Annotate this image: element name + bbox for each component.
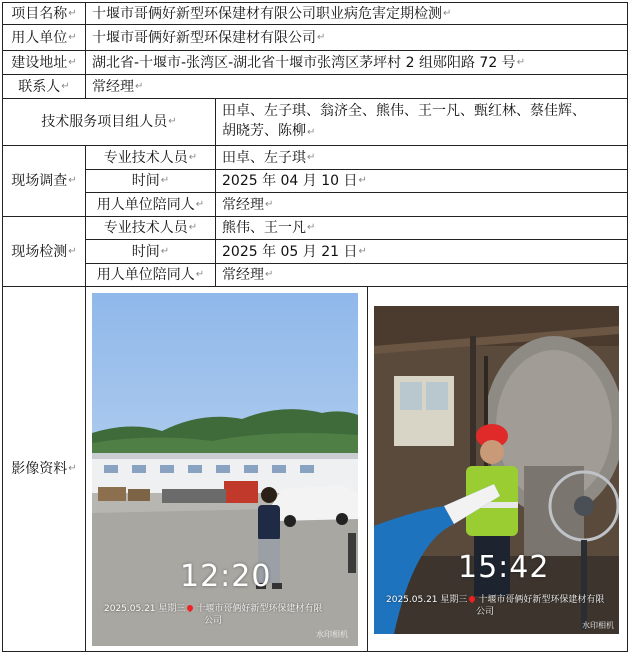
value-text: 十堰市哥俩好新型环保建材有限公司职业病危害定期检测	[92, 5, 442, 22]
label-text: 建设地址	[11, 54, 68, 71]
photo-company-line-2: 公司	[476, 607, 495, 617]
detection-label	[2, 216, 86, 287]
label-text: 技术服务项目组人员	[41, 114, 168, 130]
detect-time-label	[85, 239, 216, 264]
site-photo-outdoor	[92, 293, 358, 646]
survey-time-value	[215, 169, 628, 193]
paragraph-mark: ↵	[188, 222, 198, 233]
survey-staff-value	[215, 145, 628, 170]
paragraph-mark: ↵	[160, 245, 170, 257]
value-text: 常经理	[92, 78, 134, 95]
project-name-label	[2, 2, 86, 25]
photo-time-stamp: 15:42	[458, 550, 550, 585]
paragraph-mark: ↵	[195, 269, 205, 280]
paragraph-mark: ↵	[61, 80, 70, 92]
paragraph-mark: ↵	[135, 80, 144, 92]
photo-date-text: 2025.05.21 星期三	[104, 604, 186, 614]
paragraph-mark: ↵	[443, 7, 452, 19]
label-text: 时间	[131, 173, 160, 189]
paragraph-mark: ↵	[68, 463, 77, 474]
address-value	[85, 50, 628, 75]
label-text: 时间	[131, 243, 160, 260]
team-line-2: 胡晓芳、陈柳	[222, 123, 306, 139]
value-text: 常经理	[222, 196, 264, 213]
paragraph-mark: ↵	[68, 245, 77, 257]
value-text: 十堰市哥俩好新型环保建材有限公司	[92, 29, 316, 46]
paragraph-mark: ↵	[317, 31, 326, 43]
paragraph-mark: ↵	[307, 127, 316, 138]
team-label	[2, 98, 216, 146]
label-text: 现场调查	[11, 173, 68, 189]
paragraph-mark: ↵	[358, 245, 367, 257]
paragraph-mark: ↵	[68, 31, 77, 43]
paragraph-mark: ↵	[188, 151, 198, 163]
label-text: 联系人	[18, 78, 61, 95]
paragraph-mark: ↵	[516, 56, 526, 68]
paragraph-mark: ↵	[358, 175, 367, 186]
images-label	[2, 286, 86, 652]
label-text: 用人单位	[11, 29, 68, 46]
paragraph-mark: ↵	[68, 56, 77, 68]
location-pin-icon	[468, 595, 476, 603]
team-value	[215, 98, 628, 146]
location-pin-icon	[186, 604, 194, 612]
paragraph-mark: ↵	[168, 116, 177, 127]
survey-label	[2, 145, 86, 217]
value-text: 湖北省-十堰市-张湾区-湖北省十堰市张湾区茅坪村 2 组郧阳路 72 号	[92, 54, 516, 71]
label-text: 专业技术人员	[103, 220, 188, 236]
value-text: 2025 年 05 月 21 日	[222, 243, 358, 260]
photo-date-line	[386, 594, 604, 606]
survey-staff-label	[85, 145, 216, 170]
site-photo-indoor	[374, 306, 619, 634]
watermark-brand: 水印相机	[582, 621, 614, 630]
paragraph-mark: ↵	[68, 7, 77, 19]
value-text: 常经理	[222, 267, 264, 283]
detect-staff-label	[85, 216, 216, 240]
survey-escort-value	[215, 192, 628, 217]
detect-escort-value	[215, 263, 628, 287]
watermark-brand: 水印相机	[316, 630, 348, 639]
photo-company-text: 十堰市哥俩好新型环保建材有限	[478, 595, 605, 605]
paragraph-mark: ↵	[265, 198, 274, 210]
employer-label	[2, 24, 86, 51]
paragraph-mark: ↵	[307, 222, 316, 233]
label-text: 影像资料	[11, 461, 68, 477]
paragraph-mark: ↵	[195, 198, 205, 210]
team-line-1: 田卓、左子琪、翁济全、熊伟、王一凡、甄红林、蔡佳辉、	[222, 103, 586, 119]
photo-company-text: 十堰市哥俩好新型环保建材有限	[196, 604, 323, 614]
value-text: 田卓、左子琪	[222, 149, 306, 166]
label-text: 项目名称	[11, 5, 68, 22]
detect-time-value	[215, 239, 628, 264]
detect-escort-label	[85, 263, 216, 287]
paragraph-mark: ↵	[68, 175, 77, 186]
photo-date-line	[104, 603, 322, 615]
label-text: 专业技术人员	[103, 149, 188, 166]
photo-date-text: 2025.05.21 星期三	[386, 595, 468, 605]
survey-escort-label	[85, 192, 216, 217]
paragraph-mark: ↵	[160, 175, 170, 186]
value-text: 2025 年 04 月 10 日	[222, 173, 358, 189]
detect-staff-value	[215, 216, 628, 240]
photo-company-line-2: 公司	[204, 616, 223, 626]
survey-time-label	[85, 169, 216, 193]
contact-label	[2, 74, 86, 99]
contact-value	[85, 74, 628, 99]
label-text: 用人单位陪同人	[96, 267, 195, 283]
address-label	[2, 50, 86, 75]
paragraph-mark: ↵	[307, 151, 316, 163]
label-text: 用人单位陪同人	[96, 196, 195, 213]
photo-time-stamp: 12:20	[180, 559, 272, 594]
label-text: 现场检测	[11, 243, 68, 260]
value-text: 熊伟、王一凡	[222, 220, 306, 236]
paragraph-mark: ↵	[265, 269, 274, 280]
project-name-value	[85, 2, 628, 25]
employer-value	[85, 24, 628, 51]
